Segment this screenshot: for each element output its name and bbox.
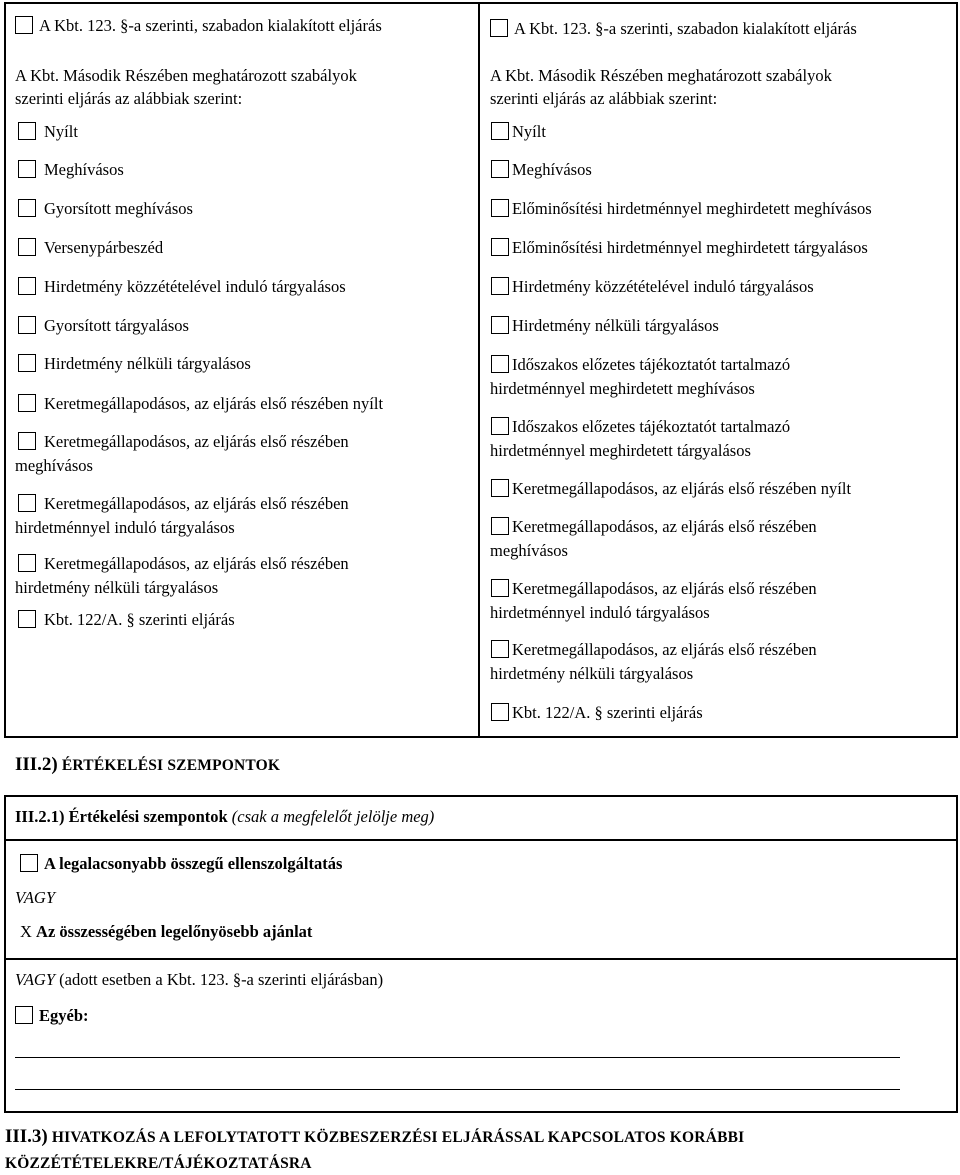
evaluation-box bbox=[4, 795, 958, 1113]
option-label-continued: hirdetmény nélküli tárgyalásos bbox=[15, 578, 219, 597]
option-label: Keretmegállapodásos, az eljárás első részében bbox=[44, 494, 349, 513]
procedure-option[interactable] bbox=[491, 197, 872, 220]
section-iii3-title bbox=[5, 1126, 744, 1148]
section-iii3-title-line2 bbox=[5, 1153, 312, 1173]
other-input-line-1[interactable] bbox=[15, 1057, 900, 1058]
checkbox[interactable] bbox=[490, 19, 508, 37]
option-label: Keretmegállapodásos, az eljárás első részében bbox=[44, 432, 349, 451]
procedure-option[interactable] bbox=[18, 492, 349, 515]
option-label-continued: hirdetménnyel induló tárgyalásos bbox=[15, 518, 235, 537]
procedure-option[interactable] bbox=[491, 158, 592, 181]
option-label: Előminősítési hirdetménnyel meghirdetett tárgyalásos bbox=[512, 238, 868, 257]
checkbox[interactable] bbox=[491, 517, 509, 535]
option-label: Nyílt bbox=[44, 122, 78, 141]
option-label-continued: hirdetménnyel induló tárgyalásos bbox=[490, 603, 710, 622]
procedure-option[interactable] bbox=[18, 608, 235, 631]
option-label-continued: meghívásos bbox=[490, 541, 568, 560]
or-label-2-note: (adott esetben a Kbt. 123. §-a szerinti eljárásban) bbox=[59, 970, 384, 989]
procedure-option[interactable] bbox=[18, 236, 163, 259]
intro-text: szerinti eljárás az alábbiak szerint: bbox=[15, 89, 243, 108]
checkbox[interactable] bbox=[18, 432, 36, 450]
checkbox[interactable] bbox=[491, 640, 509, 658]
option-label: Időszakos előzetes tájékoztatót tartalmazó bbox=[512, 355, 791, 374]
option-label-continued: hirdetménnyel meghirdetett meghívásos bbox=[490, 379, 755, 398]
option-label: Gyorsított tárgyalásos bbox=[44, 316, 189, 335]
option-label: Kbt. 122/A. § szerinti eljárás bbox=[512, 703, 703, 722]
or-label-2: VAGY bbox=[15, 970, 56, 989]
section-number: III.3) bbox=[5, 1126, 48, 1147]
column-header[interactable] bbox=[490, 17, 857, 40]
option-label: Időszakos előzetes tájékoztatót tartalmazó bbox=[512, 417, 791, 436]
option-label: Keretmegállapodásos, az eljárás első részében bbox=[44, 554, 349, 573]
section-iii2-title bbox=[15, 754, 280, 776]
option-label: Hirdetmény közzétételével induló tárgyalásos bbox=[512, 277, 814, 296]
procedure-option[interactable] bbox=[18, 120, 78, 143]
section-heading-line2: KÖZZÉTÉTELEKRE/TÁJÉKOZTATÁSRA bbox=[5, 1155, 312, 1172]
checkbox[interactable] bbox=[491, 703, 509, 721]
procedure-option[interactable] bbox=[491, 275, 814, 298]
procedure-option[interactable] bbox=[491, 236, 868, 259]
option-other[interactable] bbox=[15, 1004, 89, 1027]
option-label: Nyílt bbox=[512, 122, 546, 141]
option-best-value[interactable] bbox=[20, 920, 312, 943]
procedure-option[interactable] bbox=[491, 701, 703, 724]
checkbox[interactable] bbox=[18, 316, 36, 334]
option-label: Keretmegállapodásos, az eljárás első részében bbox=[512, 640, 817, 659]
option-lowest-price[interactable] bbox=[20, 852, 342, 875]
checkbox[interactable] bbox=[18, 554, 36, 572]
option-label: Hirdetmény közzétételével induló tárgyalásos bbox=[44, 277, 346, 296]
procedure-option[interactable] bbox=[18, 197, 193, 220]
checkbox[interactable] bbox=[18, 199, 36, 217]
checkbox[interactable] bbox=[491, 238, 509, 256]
procedure-option[interactable] bbox=[18, 430, 349, 453]
intro-text: szerinti eljárás az alábbiak szerint: bbox=[490, 89, 718, 108]
checkbox[interactable] bbox=[18, 610, 36, 628]
checkbox[interactable] bbox=[491, 579, 509, 597]
option-label-continued: hirdetménnyel meghirdetett tárgyalásos bbox=[490, 441, 751, 460]
procedure-option[interactable] bbox=[491, 120, 546, 143]
checkbox[interactable] bbox=[15, 1006, 33, 1024]
checkbox[interactable] bbox=[491, 316, 509, 334]
section-number: III.2) bbox=[15, 754, 58, 775]
subsection-iii21 bbox=[15, 805, 434, 828]
procedure-option[interactable] bbox=[491, 577, 817, 600]
evaluation-divider-2 bbox=[4, 958, 958, 960]
option-label: Előminősítési hirdetménnyel meghirdetett meghívásos bbox=[512, 199, 872, 218]
procedure-option[interactable] bbox=[18, 158, 124, 181]
procedure-option[interactable] bbox=[491, 353, 790, 376]
option-label: Meghívásos bbox=[512, 160, 592, 179]
option-label: Keretmegállapodásos, az eljárás első részében nyílt bbox=[44, 394, 384, 413]
or-label-2-row bbox=[15, 968, 383, 991]
or-label-1: VAGY bbox=[15, 888, 56, 907]
checkbox[interactable] bbox=[491, 277, 509, 295]
checkbox[interactable] bbox=[15, 16, 33, 34]
checkbox[interactable] bbox=[491, 479, 509, 497]
subsection-note: (csak a megfelelőt jelölje meg) bbox=[231, 807, 435, 826]
procedure-option[interactable] bbox=[18, 352, 251, 375]
option-label: A legalacsonyabb összegű ellenszolgáltatás bbox=[44, 854, 343, 873]
procedure-option[interactable] bbox=[18, 275, 346, 298]
option-label: Meghívásos bbox=[44, 160, 124, 179]
option-label: Keretmegállapodásos, az eljárás első részében nyílt bbox=[512, 479, 852, 498]
procedure-option[interactable] bbox=[18, 392, 383, 415]
option-label: Gyorsított meghívásos bbox=[44, 199, 193, 218]
column-divider bbox=[478, 2, 480, 738]
column-header[interactable] bbox=[15, 14, 382, 37]
procedure-option[interactable] bbox=[18, 552, 349, 575]
intro-text: A Kbt. Második Részében meghatározott szabályok bbox=[15, 66, 357, 85]
procedure-option[interactable] bbox=[491, 515, 817, 538]
option-label: Hirdetmény nélküli tárgyalásos bbox=[512, 316, 719, 335]
checkbox[interactable] bbox=[491, 355, 509, 373]
subsection-number: III.2.1) bbox=[15, 807, 65, 826]
checkbox[interactable] bbox=[491, 122, 509, 140]
checkbox[interactable] bbox=[20, 854, 38, 872]
procedure-option[interactable] bbox=[491, 638, 817, 661]
header-label: A Kbt. 123. §-a szerinti, szabadon kialakított eljárás bbox=[39, 16, 382, 35]
checkbox[interactable] bbox=[18, 122, 36, 140]
checkbox[interactable] bbox=[18, 238, 36, 256]
checkbox[interactable] bbox=[18, 494, 36, 512]
checkbox[interactable] bbox=[18, 160, 36, 178]
option-label: Kbt. 122/A. § szerinti eljárás bbox=[44, 610, 235, 629]
procedure-option[interactable] bbox=[491, 477, 851, 500]
option-label: Versenypárbeszéd bbox=[44, 238, 164, 257]
procedure-option[interactable] bbox=[491, 314, 719, 337]
checkbox[interactable] bbox=[491, 160, 509, 178]
header-label: A Kbt. 123. §-a szerinti, szabadon kialakított eljárás bbox=[514, 19, 857, 38]
checkbox[interactable] bbox=[491, 199, 509, 217]
option-label-continued: hirdetmény nélküli tárgyalásos bbox=[490, 664, 694, 683]
option-label: Hirdetmény nélküli tárgyalásos bbox=[44, 354, 251, 373]
section-heading-line1: HIVATKOZÁS A LEFOLYTATOTT KÖZBESZERZÉSI ELJÁRÁSSAL KAPCSOLATOS KORÁBBI bbox=[51, 1129, 745, 1146]
option-label-continued: meghívásos bbox=[15, 456, 93, 475]
option-label: Keretmegállapodásos, az eljárás első részében bbox=[512, 517, 817, 536]
checkbox[interactable] bbox=[18, 394, 36, 412]
intro-text: A Kbt. Második Részében meghatározott szabályok bbox=[490, 66, 832, 85]
option-label: Keretmegállapodásos, az eljárás első részében bbox=[512, 579, 817, 598]
checkbox[interactable] bbox=[491, 417, 509, 435]
checkbox[interactable] bbox=[18, 354, 36, 372]
option-label: Az összességében legelőnyösebb ajánlat bbox=[36, 922, 313, 941]
subsection-title: Értékelési szempontok bbox=[68, 807, 228, 826]
section-heading: ÉRTÉKELÉSI SZEMPONTOK bbox=[61, 757, 281, 774]
procedure-option[interactable] bbox=[491, 415, 790, 438]
checkbox[interactable] bbox=[18, 277, 36, 295]
option-label: Egyéb: bbox=[39, 1006, 89, 1025]
procedure-option[interactable] bbox=[18, 314, 189, 337]
other-input-line-2[interactable] bbox=[15, 1089, 900, 1090]
checked-mark[interactable]: X bbox=[20, 922, 32, 941]
evaluation-divider-1 bbox=[4, 839, 958, 841]
